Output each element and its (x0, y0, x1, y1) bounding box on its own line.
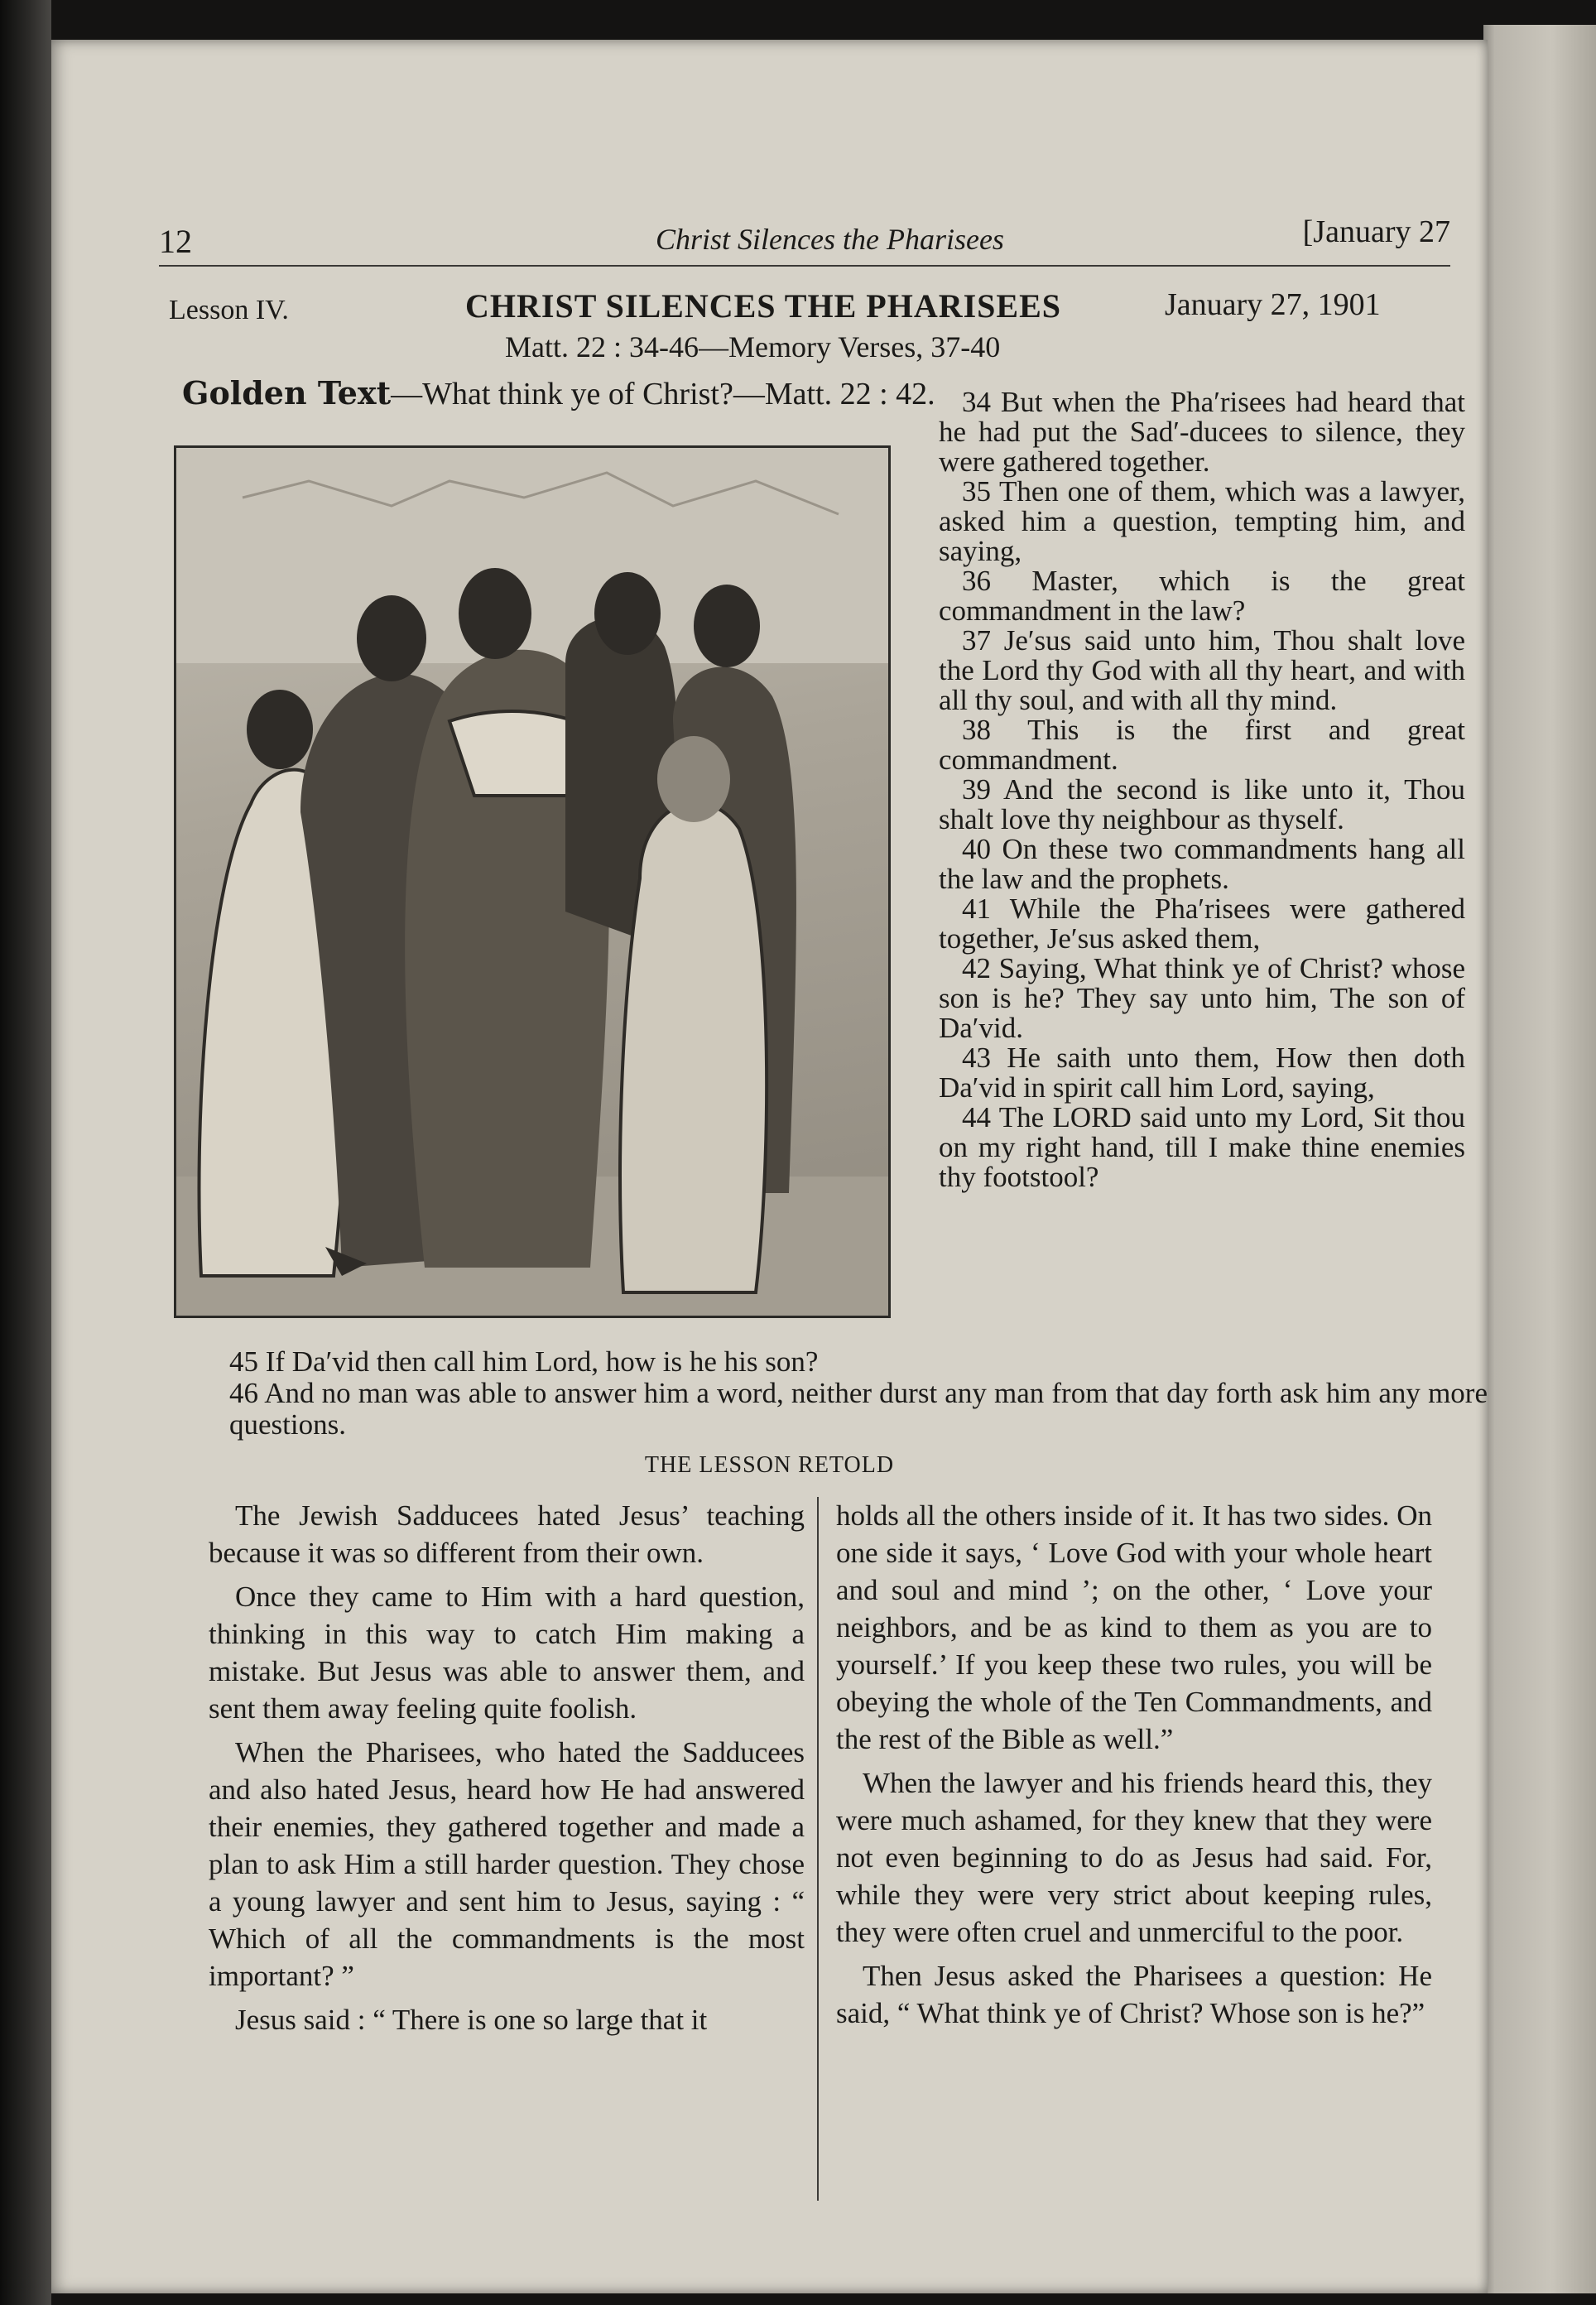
verse-44: 44 The LORD said unto my Lord, Sit thou on my right hand, till I make thine enemies thy footstool? (939, 1101, 1465, 1193)
lesson-retold-heading: THE LESSON RETOLD (644, 1452, 895, 1478)
verse-37: 37 Je′sus said unto him, Thou shalt love the Lord thy God with all thy heart, and with all thy soul, and with all thy mind. (939, 624, 1465, 716)
golden-text-label: Golden Text (182, 374, 392, 411)
scripture-verses-side (939, 387, 1465, 1192)
running-title: Christ Silences the Pharisees (656, 223, 1004, 256)
verse-46: 46 And no man was able to answer him a word, neither durst any man from that day forth ask him any more questions. (229, 1377, 1488, 1441)
retold-paragraph: holds all the others inside of it. It has two sides. On one side it says, ‘ Love God with your whole heart and soul and mind ’; on the other, ‘ Love your neighbors, and be as kind to them as you are to yourself.’ If you keep these two rules, you will be obeying the whole of the Ten Commandments, and the rest of the Bible as well.” (836, 1499, 1432, 1755)
lesson-number: Lesson IV. (169, 295, 289, 325)
running-header (159, 214, 1450, 263)
retold-paragraph: Once they came to Him with a hard question, thinking in this way to catch Him making a mistake. But Jesus was able to answer them, and sent them away feeling quite foolish. (209, 1581, 805, 1725)
running-date: [January 27 (1302, 214, 1450, 249)
verse-34: 34 But when the Pha′risees had heard that he had put the Sad′-ducees to silence, they were gathered together. (939, 386, 1465, 478)
verse-36: 36 Master, which is the great commandment in the law? (939, 565, 1465, 627)
book-page (51, 40, 1488, 2293)
column-divider (817, 1497, 819, 2201)
scripture-verses-full-width (229, 1346, 1488, 1441)
verse-40: 40 On these two commandments hang all the law and the prophets. (939, 833, 1465, 895)
lesson-title: CHRIST SILENCES THE PHARISEES (465, 287, 1062, 325)
scripture-reference: Matt. 22 : 34-46—Memory Verses, 37-40 (505, 330, 1001, 363)
golden-text (182, 374, 935, 412)
next-page-edge (1483, 25, 1596, 2293)
retold-paragraph: Jesus said : “ There is one so large that it (235, 2004, 708, 2036)
retold-paragraph: When the Pharisees, who hated the Sadducees and also hated Jesus, heard how He had answered their enemies, they gathered together and made a plan to ask Him a still harder question. They chose a young lawyer and sent him to Jesus, saying : “ Which of all the commandments is the most important? ” (209, 1736, 805, 1992)
retold-column-right (836, 1497, 1432, 2038)
retold-paragraph: The Jewish Sadducees hated Jesus’ teaching because it was so different from their own. (209, 1499, 805, 1569)
golden-text-body: —What think ye of Christ?—Matt. 22 : 42. (391, 377, 935, 411)
lesson-date: January 27, 1901 (1165, 287, 1381, 322)
engraving-figures-graphic (176, 448, 888, 1316)
book-spine-shadow (0, 0, 51, 2305)
verse-42: 42 Saying, What think ye of Christ? whose son is he? They say unto him, The son of Da′vid. (939, 952, 1465, 1044)
verse-41: 41 While the Pha′risees were gathered together, Je′sus asked them, (939, 893, 1465, 955)
verse-39: 39 And the second is like unto it, Thou shalt love thy neighbour as thyself. (939, 773, 1465, 835)
retold-paragraph: When the lawyer and his friends heard this, they were much ashamed, for they knew that they were not even beginning to do as Jesus had said. For, while they were very strict about keeping rules, they were often cruel and unmerciful to the poor. (836, 1767, 1432, 1948)
page-number: 12 (159, 223, 192, 260)
retold-paragraph: Then Jesus asked the Pharisees a question: He said, “ What think ye of Christ? Whose son is he?” (836, 1960, 1432, 2029)
verse-45: 45 If Da′vid then call him Lord, how is he his son? (229, 1345, 819, 1378)
illustration-engraving (174, 445, 891, 1318)
verse-35: 35 Then one of them, which was a lawyer, asked him a question, tempting him, and saying, (939, 475, 1465, 567)
verse-38: 38 This is the first and great commandment. (939, 714, 1465, 776)
verse-43: 43 He saith unto them, How then doth Da′vid in spirit call him Lord, saying, (939, 1042, 1465, 1104)
retold-column-left (209, 1497, 805, 2045)
header-rule (159, 265, 1450, 267)
